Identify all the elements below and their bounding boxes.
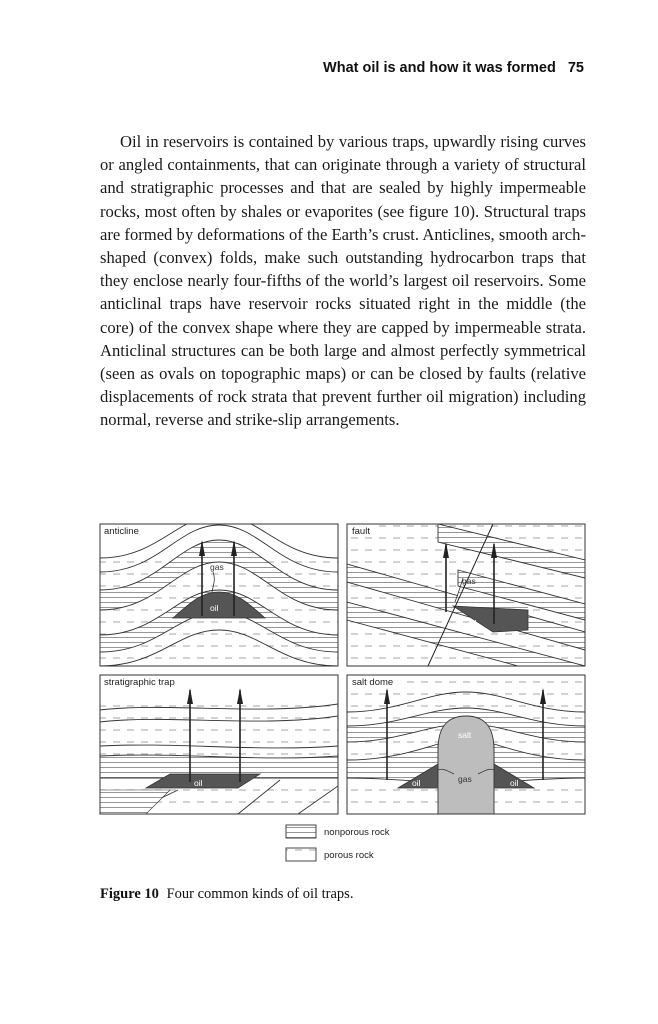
legend-swatch-nonporous [286, 825, 316, 838]
figure-caption [100, 886, 353, 903]
label-gas-anticline: gas [210, 562, 224, 572]
label-oil-stratigraphic: oil [194, 778, 203, 788]
figure-oil-traps [98, 520, 588, 870]
label-oil-anticline: oil [210, 603, 219, 613]
panel-title-stratigraphic-trap: stratigraphic trap [104, 677, 175, 688]
panel-anticline [100, 520, 338, 666]
panel-salt-dome [347, 675, 585, 814]
page-number: 75 [567, 60, 584, 76]
panel-title-salt-dome: salt dome [352, 677, 394, 688]
label-oil-fault: oil [468, 618, 477, 628]
label-gas-fault: gas [462, 576, 476, 586]
legend-label-nonporous: nonporous rock [324, 827, 390, 838]
label-salt: salt [458, 730, 472, 740]
label-oil-right: oil [510, 778, 519, 788]
running-head [323, 60, 584, 76]
body-paragraph: Oil in reservoirs is contained by various traps, upwardly rising curves or angled containments, that can originate through a variety of structural and stratigraphic processes and that are sealed by highly impermeable rocks, most often by shales or evaporites (see figure 10). Structural traps are formed by deformations of the Earth’s crust. Anticlines, smooth arch-shaped (convex) folds, make such outstanding hydrocarbon traps that they enclose nearly four-fifths of the world’s largest oil reservoirs. Some anticlinal traps have reservoir rocks situated right in the middle (the core) of the convex shape where they are capped by impermeable strata. Anticlinal structures can be both large and almost perfectly symmetrical (seen as ovals on topographic maps) or can be closed by faults (relative displacements of rock strata that prevent further oil migration) including normal, reverse and strike-slip arrangements. [100, 132, 586, 430]
panel-fault [347, 524, 585, 684]
panel-title-anticline: anticline [104, 526, 139, 537]
legend-swatch-porous [286, 848, 316, 861]
chapter-title: What oil is and how it was formed [323, 60, 556, 76]
panel-title-fault: fault [352, 526, 370, 537]
caption-text: Four common kinds of oil traps. [166, 886, 354, 902]
label-gas-salt-dome: gas [458, 774, 472, 784]
label-oil-left: oil [412, 778, 421, 788]
figure-legend [286, 825, 390, 861]
panel-stratigraphic-trap [100, 675, 338, 814]
legend-label-porous: porous rock [324, 850, 374, 861]
caption-label: Figure 10 [100, 886, 159, 902]
